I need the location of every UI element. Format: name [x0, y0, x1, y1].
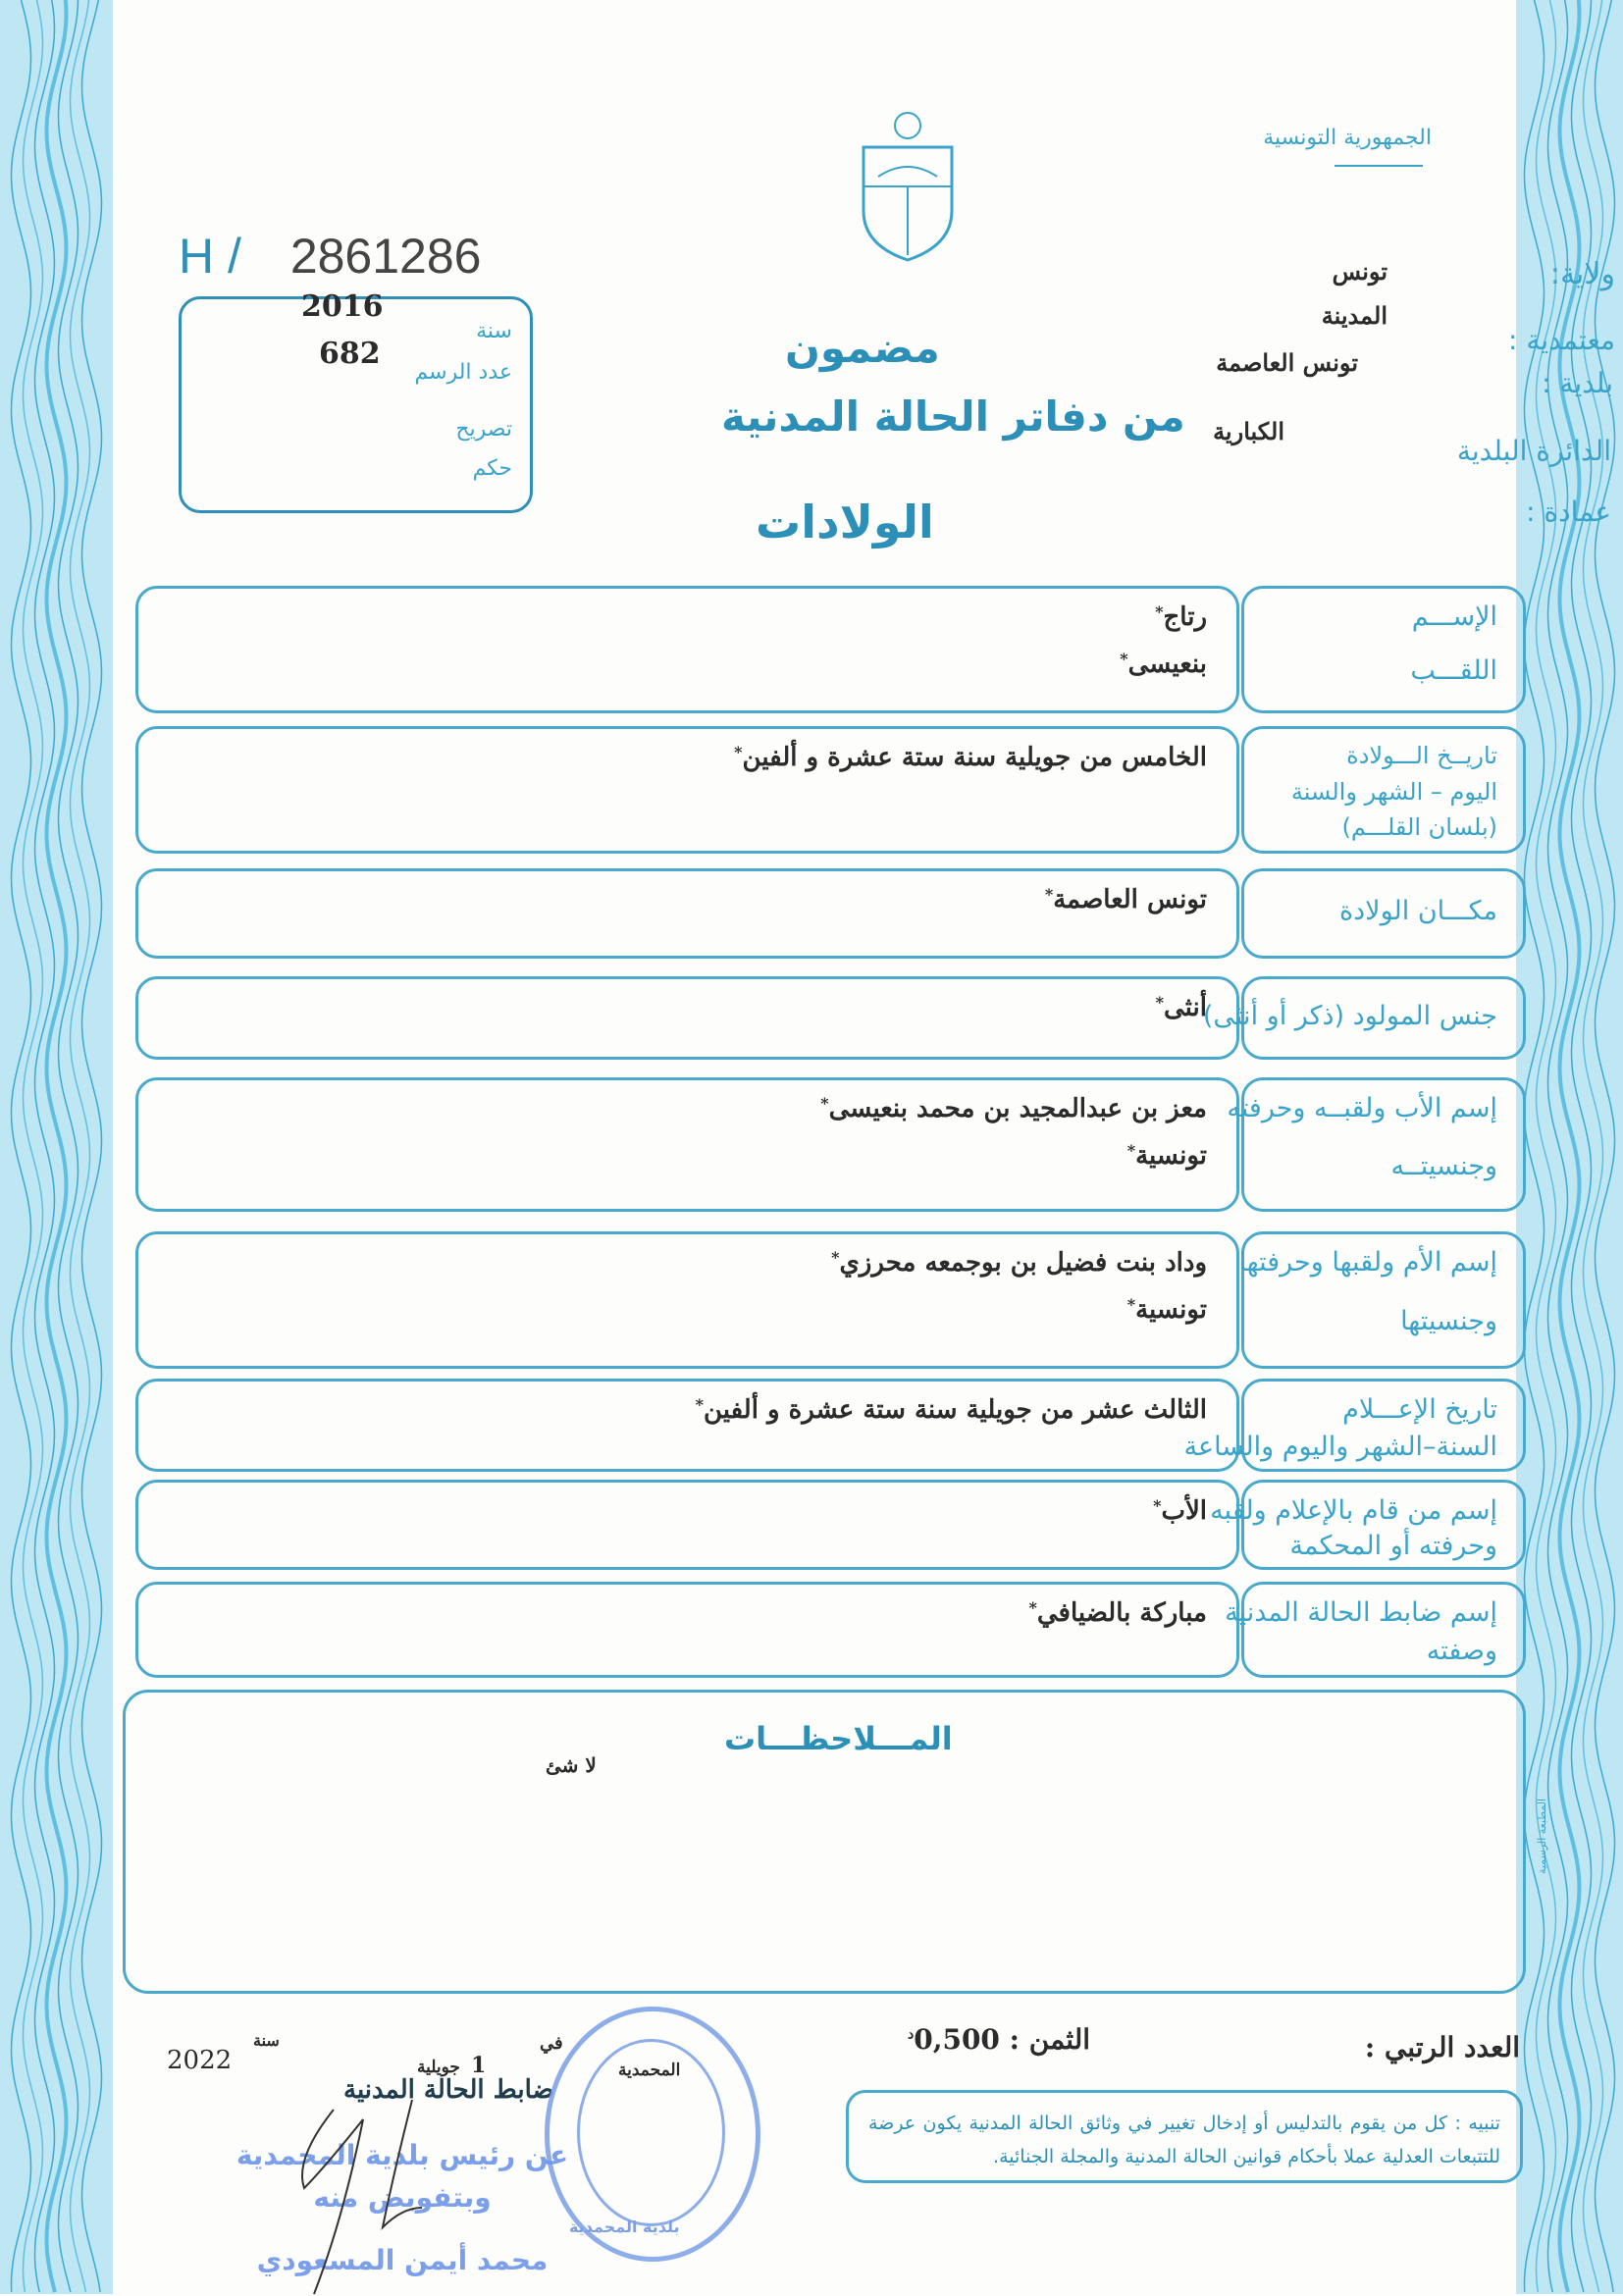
section-title: الولادات: [756, 496, 934, 548]
asterisk-mark: *: [1028, 1598, 1037, 1617]
row-value-text: أنثى: [1164, 993, 1207, 1022]
seal-text: بلدية المحمدية: [569, 2218, 680, 2236]
stamp-line3: محمد أيمن المسعودي: [256, 2243, 549, 2276]
stamp-line1: عن رئيس بلدية المحمدية: [236, 2139, 569, 2171]
asterisk-mark: *: [1126, 1141, 1136, 1160]
row-value-text: وداد بنت فضيل بن بوجمعه محرزي: [839, 1248, 1207, 1278]
governorate-value: تونس: [1332, 257, 1387, 286]
row-label: وصفته: [1426, 1636, 1497, 1666]
issue-year: 2022: [167, 2046, 233, 2075]
row-label: وحرفته أو المحكمة: [1289, 1531, 1497, 1561]
row-label-box: [1225, 1582, 1526, 1678]
district-label: الدائرة البلدية: [1456, 435, 1611, 467]
row-value-text: الثالث عشر من جويلية سنة ستة عشرة و ألفين: [704, 1395, 1207, 1425]
governorate-label: ولاية:: [1549, 257, 1615, 291]
row-label-box: [1241, 586, 1526, 713]
row-value: [1156, 993, 1207, 1022]
issue-month: جويلية: [417, 2058, 460, 2077]
record-judgment-label: حكم: [472, 456, 512, 481]
row-value: [1045, 885, 1207, 914]
row-value: [1029, 1598, 1208, 1628]
row-value-text: تونسية: [1135, 1295, 1207, 1325]
row-value-box: [135, 1231, 1239, 1369]
district-value: الكبارية: [1213, 417, 1284, 445]
asterisk-mark: *: [1120, 650, 1128, 668]
row-value: [1120, 650, 1207, 679]
issue-day: 1: [471, 2053, 487, 2078]
municipality-label: بلدية :: [1542, 367, 1613, 399]
remarks-value: لا شئ: [546, 1753, 597, 1777]
asterisk-mark: *: [1126, 1295, 1136, 1314]
row-value-box: [135, 726, 1239, 854]
title-line1: مضمون: [785, 324, 940, 372]
republic-header: الجمهورية التونسية: [1263, 126, 1432, 150]
record-box: [179, 289, 533, 513]
row-value: [1127, 1141, 1207, 1171]
row-label: مكـــان الولادة: [1339, 896, 1497, 926]
row-value: [696, 1395, 1207, 1425]
row-value-text: رتاج: [1163, 602, 1207, 632]
registry-prefix: H /: [179, 229, 241, 284]
row-label: تاريخ الإعـــلام: [1342, 1394, 1497, 1425]
issue-place-prefix: في: [540, 2033, 563, 2054]
imada-label: عمادة :: [1526, 496, 1611, 528]
price-value: 0,500: [914, 2023, 1000, 2056]
asterisk-mark: *: [820, 1094, 829, 1113]
asterisk-mark: *: [831, 1248, 840, 1267]
row-label: (بلسان القلـــم): [1341, 813, 1497, 842]
row-label: اللقـــب: [1410, 655, 1497, 686]
row-value: [820, 1094, 1207, 1123]
row-value-text: معز بن عبدالمجيد بن محمد بنعيسى: [828, 1094, 1207, 1123]
asterisk-mark: *: [734, 743, 743, 761]
asterisk-mark: *: [1155, 993, 1165, 1012]
row-value-box: [135, 1582, 1239, 1678]
tunisia-coat-of-arms-icon: [854, 108, 962, 265]
row-value-text: تونس العاصمة: [1053, 885, 1207, 914]
record-year-label: سنة: [476, 319, 512, 343]
price-unit: د: [908, 2026, 915, 2043]
remarks-title: المـــلاحظـــات: [724, 1720, 953, 1757]
row-label: إسم الأب ولقبــه وحرفته: [1227, 1093, 1497, 1123]
notice-text: تنبيه : كل من يقوم بالتدليس أو إدخال تغيير في وثائق الحالة المدنية يكون عرضة للتتبعات العدلية عملا بأحكام قوانين الحالة المدنية والمجلة الجنائية.: [868, 2113, 1500, 2168]
row-value: [1153, 1496, 1207, 1526]
remarks-box: [123, 1690, 1526, 1994]
asterisk-mark: *: [695, 1395, 704, 1414]
signature: [275, 2100, 471, 2296]
stamp-line2: وبتفويض منه: [313, 2181, 492, 2215]
record-number-value: 682: [319, 337, 381, 371]
row-value-text: مباركة بالضيافي: [1036, 1598, 1207, 1628]
registry-number: [179, 228, 481, 285]
row-label: الإســـم: [1411, 601, 1497, 632]
row-value-text: تونسية: [1135, 1141, 1207, 1171]
row-value: [734, 743, 1207, 772]
serial-number-label: العدد الرتبي :: [1364, 2031, 1520, 2063]
delegation-value: المدينة: [1321, 301, 1387, 330]
row-label: جنس المولود (ذكر أو أنثى): [1202, 1000, 1497, 1031]
printer-mark: المطبعة الرسمية: [1536, 1798, 1548, 1874]
row-value-text: بنعيسى: [1127, 650, 1207, 679]
row-label: إسم من قام بالإعلام ولقبه: [1210, 1495, 1497, 1526]
row-label: وجنسيتــه: [1390, 1150, 1497, 1181]
row-value: [1155, 602, 1207, 632]
row-value: [1127, 1295, 1207, 1325]
row-value-box: [135, 1480, 1239, 1570]
price: [908, 2023, 1090, 2056]
row-label-box: [1210, 1480, 1526, 1570]
record-number-label: عدد الرسم: [414, 360, 512, 385]
notice-box: [846, 2090, 1523, 2183]
issue-place: المحمدية: [618, 2061, 681, 2080]
row-value-text: الخامس من جويلية سنة ستة عشرة و ألفين: [742, 743, 1207, 772]
asterisk-mark: *: [1044, 885, 1054, 904]
row-label: تاريــخ الـــولادة: [1346, 742, 1497, 769]
record-year-value: 2016: [301, 289, 384, 324]
price-label: الثمن :: [1009, 2023, 1091, 2056]
row-label: السنة–الشهر واليوم والساعة: [1183, 1431, 1497, 1462]
row-value-box: [135, 1077, 1239, 1212]
asterisk-mark: *: [1153, 1496, 1162, 1515]
issue-year-label: سنة: [253, 2031, 280, 2050]
row-label: إسم الأم ولقبها وحرفتها: [1238, 1247, 1497, 1278]
row-label-box: [1241, 868, 1526, 959]
security-border-left: [0, 0, 113, 2294]
row-value-box: [135, 976, 1239, 1060]
row-label-box: [1202, 976, 1526, 1060]
row-label-box: [1227, 1077, 1526, 1212]
asterisk-mark: *: [1155, 602, 1164, 621]
municipality-value: تونس العاصمة: [1216, 348, 1358, 377]
row-value-text: الأب: [1161, 1496, 1207, 1526]
registry-number-value: 2861286: [289, 229, 482, 284]
row-value: [831, 1248, 1207, 1278]
delegation-label: معتمدية :: [1508, 324, 1615, 356]
row-label: اليوم – الشهر والسنة: [1290, 777, 1497, 806]
row-value-box: [135, 868, 1239, 959]
title-line2: من دفاتر الحالة المدنية: [721, 392, 1185, 441]
officer-title: ضابط الحالة المدنية: [343, 2075, 554, 2105]
row-label-box: [1183, 1379, 1526, 1472]
row-value-box: [135, 1379, 1239, 1472]
row-value-box: [135, 586, 1239, 713]
row-label: إسم ضابط الحالة المدنية: [1225, 1597, 1497, 1628]
record-declaration-label: تصريح: [455, 417, 512, 442]
row-label-box: [1238, 1231, 1526, 1369]
row-label-box: [1241, 726, 1526, 854]
row-label: وجنسيتها: [1400, 1306, 1497, 1336]
header-divider: [1335, 165, 1423, 167]
